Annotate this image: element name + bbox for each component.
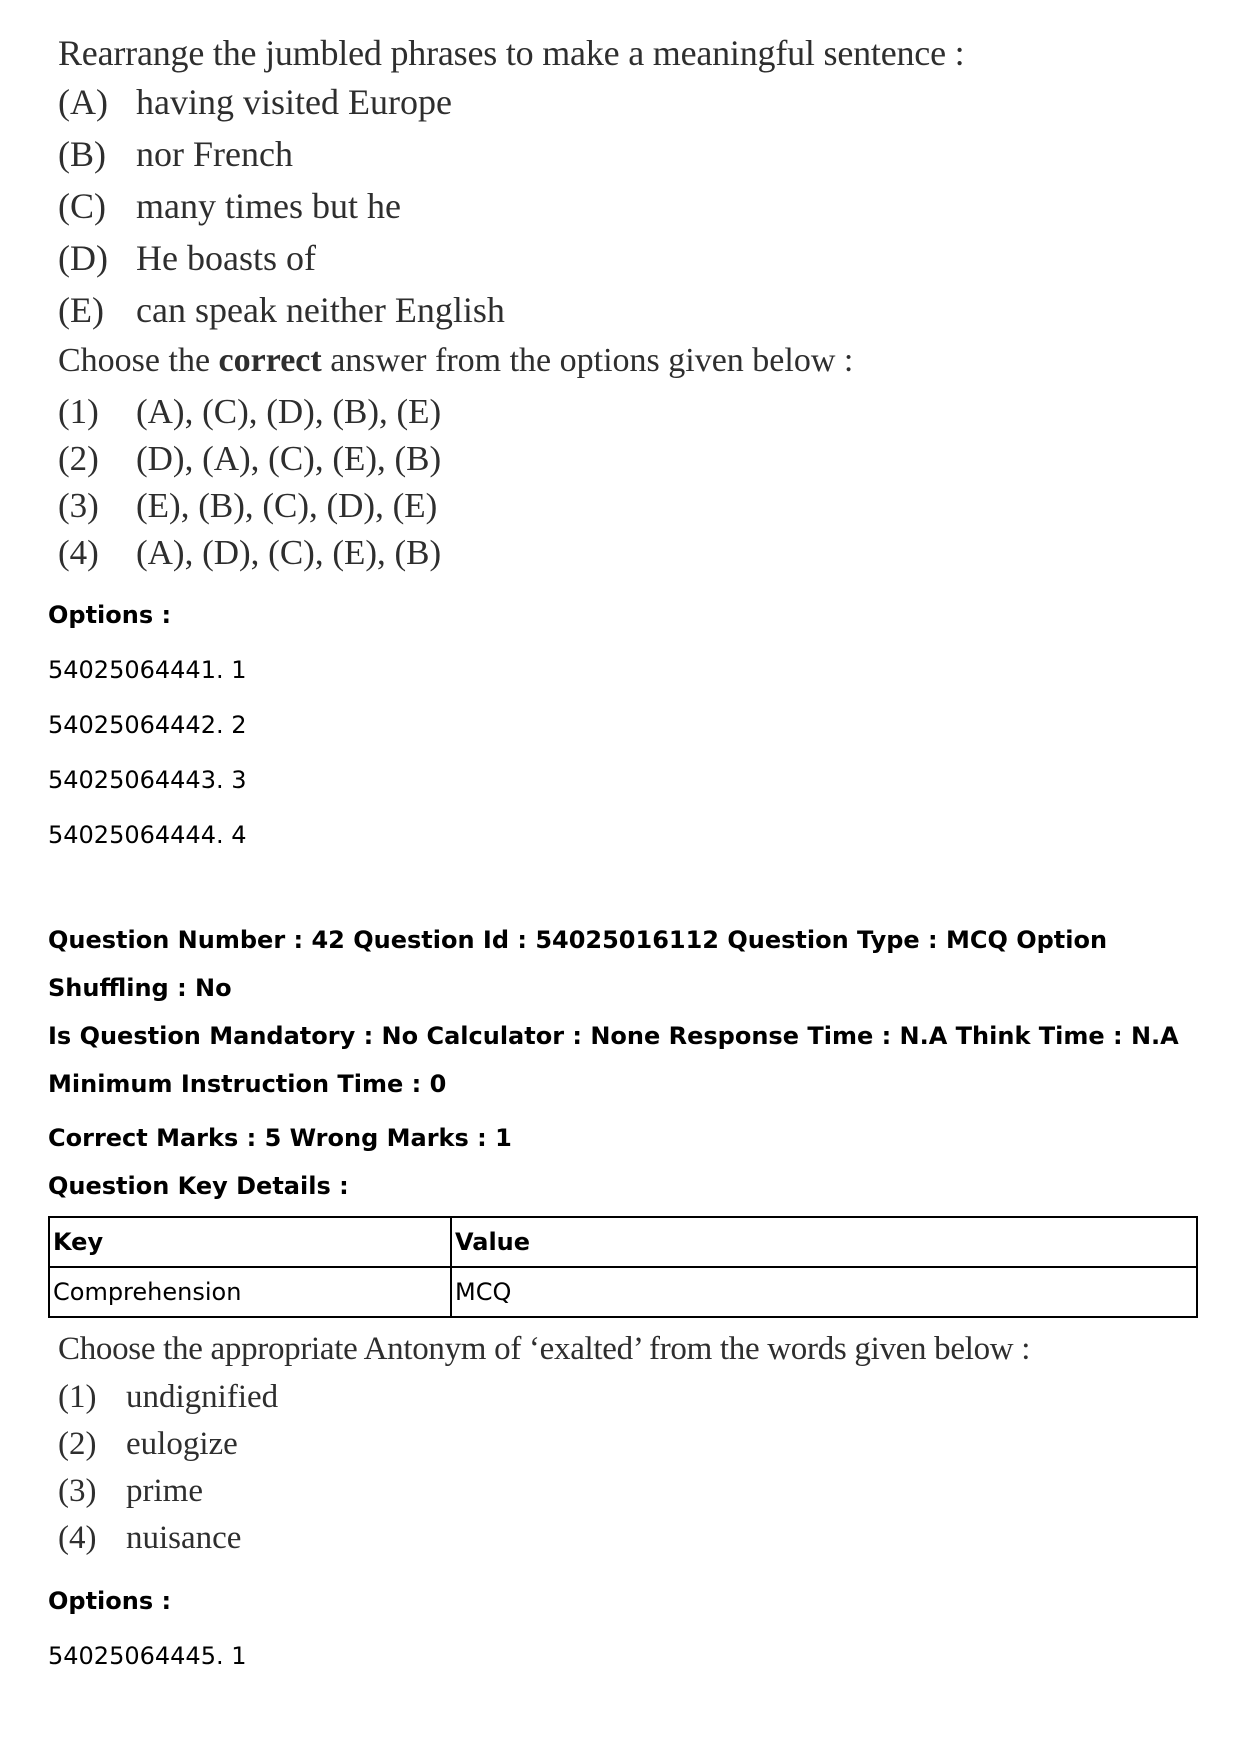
table-header-value: Value <box>451 1217 1197 1267</box>
question-key-table <box>48 1216 1198 1318</box>
phrase-label: (D) <box>58 238 108 278</box>
table-header-row <box>49 1217 1197 1267</box>
table-cell-key: Comprehension <box>49 1267 451 1317</box>
choice-text: (E), (B), (C), (D), (E) <box>136 486 438 525</box>
table-header-key: Key <box>49 1217 451 1267</box>
question-41-instruction <box>58 338 1208 384</box>
phrase-label: (E) <box>58 290 104 330</box>
question-42-meta-line-1: Question Number : 42 Question Id : 54025016112 Question Type : MCQ Option Shuffling : No <box>48 926 1108 1002</box>
choice-label: (4) <box>58 1520 97 1556</box>
choice-text: undignified <box>126 1379 279 1415</box>
question-42-meta-line-2: Is Question Mandatory : No Calculator : None Response Time : N.A Think Time : N.A <box>48 1022 1179 1050</box>
option-item: 54025064444. 4 <box>48 821 247 849</box>
choice-1 <box>58 1374 1208 1421</box>
options-heading: Options : <box>48 601 172 629</box>
choice-label: (3) <box>58 1473 97 1509</box>
choice-label: (4) <box>58 533 99 572</box>
choice-3 <box>58 482 1208 529</box>
option-item: 54025064445. 1 <box>48 1642 247 1670</box>
phrase-e <box>58 284 1208 336</box>
choice-2 <box>58 1421 1208 1468</box>
phrase-text: having visited Europe <box>136 82 452 122</box>
question-42-meta-line-3: Minimum Instruction Time : 0 <box>48 1070 447 1098</box>
choice-2 <box>58 435 1208 482</box>
table-cell-value: MCQ <box>451 1267 1197 1317</box>
option-item: 54025064442. 2 <box>48 711 247 739</box>
instruction-bold: correct <box>218 342 322 379</box>
option-item: 54025064443. 3 <box>48 766 247 794</box>
choice-text: (A), (C), (D), (B), (E) <box>136 392 442 431</box>
phrase-text: He boasts of <box>136 238 316 278</box>
options-heading: Options : <box>48 1587 172 1615</box>
phrase-b <box>58 128 1208 180</box>
phrase-label: (B) <box>58 134 106 174</box>
choice-text: (A), (D), (C), (E), (B) <box>136 533 442 572</box>
choice-label: (2) <box>58 1426 97 1462</box>
choice-4 <box>58 1515 1208 1562</box>
choice-text: eulogize <box>126 1426 238 1462</box>
question-key-details-heading: Question Key Details : <box>48 1172 349 1200</box>
phrase-d <box>58 232 1208 284</box>
instruction-post: answer from the options given below : <box>321 342 854 379</box>
question-41-stem: Rearrange the jumbled phrases to make a meaningful sentence : <box>58 33 965 73</box>
phrase-label: (C) <box>58 186 106 226</box>
question-42-image <box>58 1324 1208 1562</box>
phrase-text: can speak neither English <box>136 290 505 330</box>
question-42-marks: Correct Marks : 5 Wrong Marks : 1 <box>48 1124 512 1152</box>
question-42-stem: Choose the appropriate Antonym of ‘exalted’ from the words given below : <box>58 1331 1031 1367</box>
choice-label: (1) <box>58 1379 97 1415</box>
choice-text: (D), (A), (C), (E), (B) <box>136 439 442 478</box>
choice-label: (1) <box>58 392 99 431</box>
question-41-image <box>58 30 1208 576</box>
choice-4 <box>58 529 1208 576</box>
phrase-text: many times but he <box>136 186 401 226</box>
phrase-text: nor French <box>136 134 293 174</box>
option-item: 54025064441. 1 <box>48 656 247 684</box>
choice-1 <box>58 388 1208 435</box>
instruction-pre: Choose the <box>58 342 219 379</box>
phrase-c <box>58 180 1208 232</box>
choice-3 <box>58 1468 1208 1515</box>
phrase-a <box>58 76 1208 128</box>
choice-label: (3) <box>58 486 99 525</box>
choice-text: nuisance <box>126 1520 242 1556</box>
choice-label: (2) <box>58 439 99 478</box>
table-row <box>49 1267 1197 1317</box>
choice-text: prime <box>126 1473 203 1509</box>
phrase-label: (A) <box>58 82 108 122</box>
question-paper-page <box>48 30 1208 1673</box>
